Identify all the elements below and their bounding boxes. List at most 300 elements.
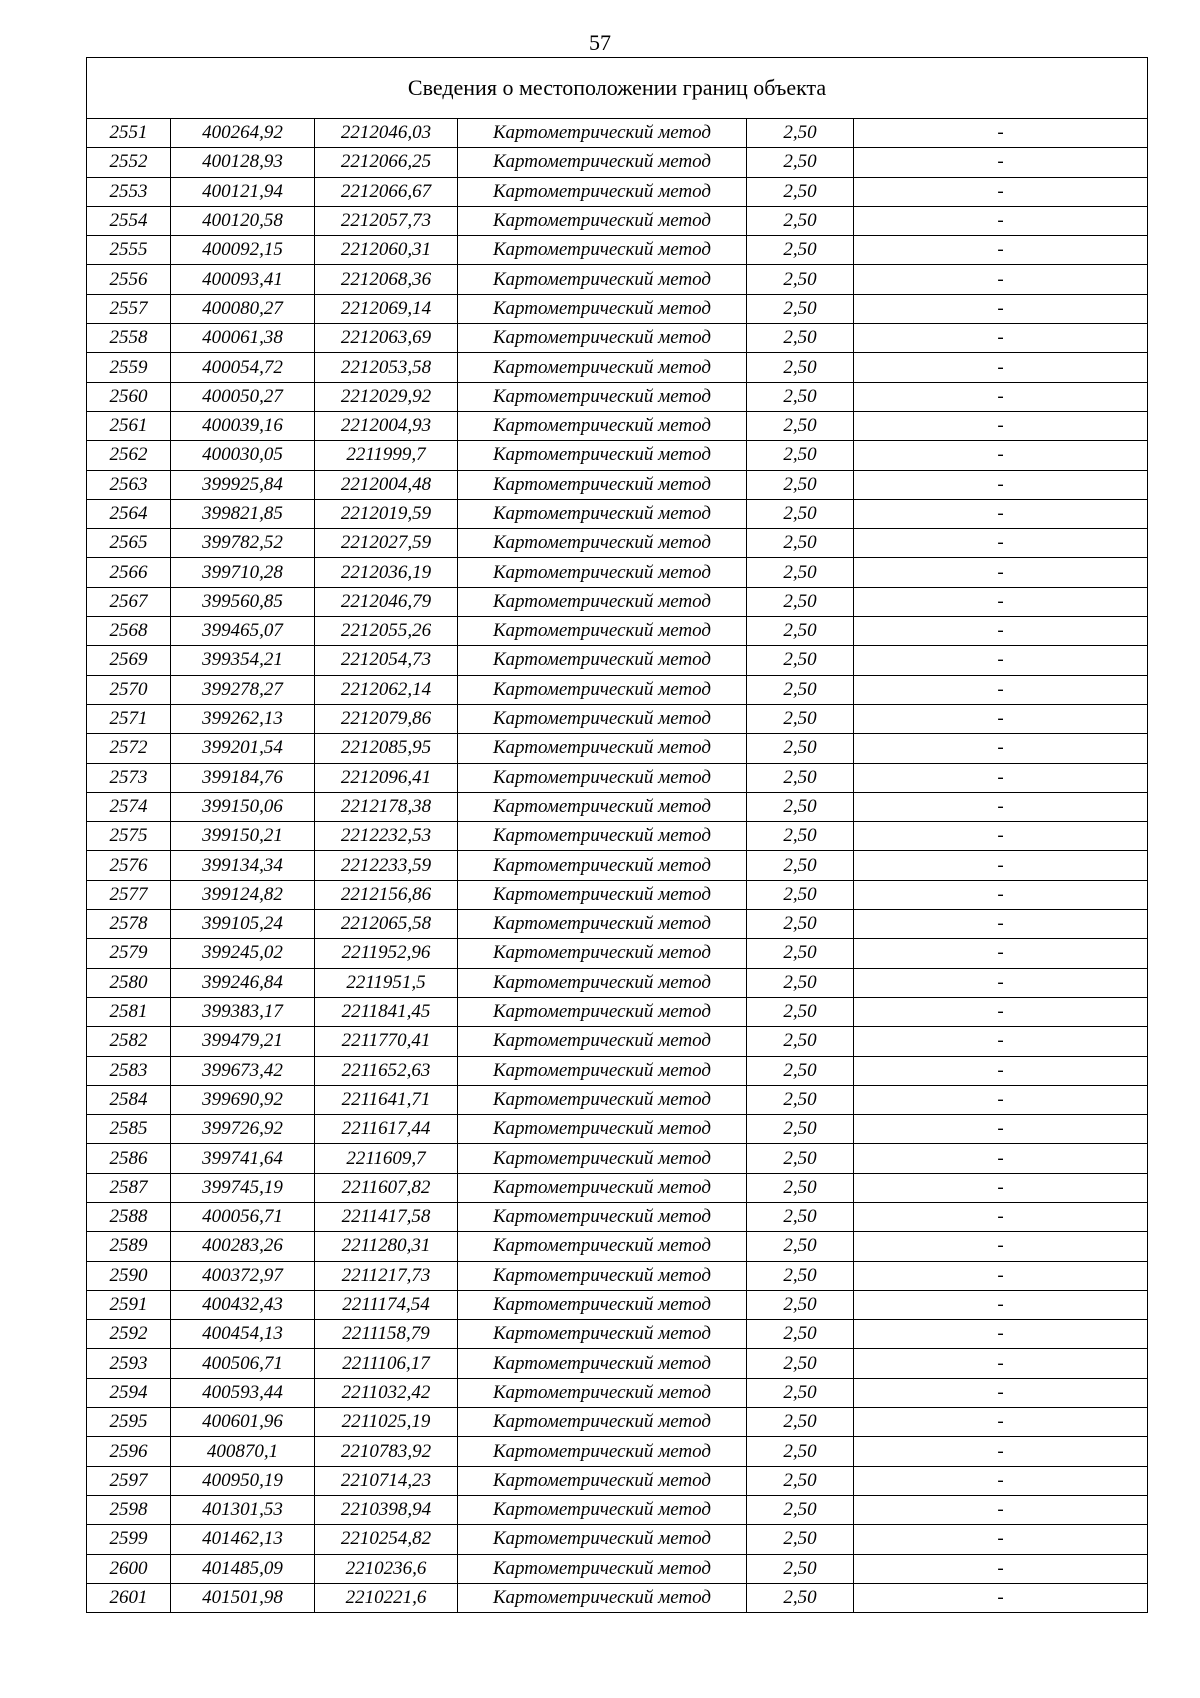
note-cell: - [854,734,1148,763]
point-number-cell: 2559 [87,353,171,382]
table-row [87,910,1148,939]
x-coordinate-cell: 399782,52 [171,529,315,558]
method-cell: Картометрический метод [458,1320,747,1349]
accuracy-cell: 2,50 [747,1437,854,1466]
point-number-cell: 2599 [87,1525,171,1554]
point-number-cell: 2572 [87,734,171,763]
y-coordinate-cell: 2212055,26 [315,617,458,646]
x-coordinate-cell: 400030,05 [171,441,315,470]
y-coordinate-cell: 2212004,93 [315,411,458,440]
table-row [87,294,1148,323]
note-cell: - [854,910,1148,939]
table-row [87,265,1148,294]
point-number-cell: 2594 [87,1378,171,1407]
method-cell: Картометрический метод [458,646,747,675]
table-row [87,1261,1148,1290]
x-coordinate-cell: 399134,34 [171,851,315,880]
table-row [87,763,1148,792]
method-cell: Картометрический метод [458,499,747,528]
y-coordinate-cell: 2212027,59 [315,529,458,558]
y-coordinate-cell: 2212062,14 [315,675,458,704]
accuracy-cell: 2,50 [747,1320,854,1349]
x-coordinate-cell: 399479,21 [171,1027,315,1056]
boundary-coordinates-table [86,57,1148,1613]
x-coordinate-cell: 400372,97 [171,1261,315,1290]
x-coordinate-cell: 400870,1 [171,1437,315,1466]
note-cell: - [854,851,1148,880]
method-cell: Картометрический метод [458,1378,747,1407]
point-number-cell: 2581 [87,997,171,1026]
method-cell: Картометрический метод [458,968,747,997]
accuracy-cell: 2,50 [747,939,854,968]
method-cell: Картометрический метод [458,1085,747,1114]
note-cell: - [854,704,1148,733]
table-row [87,411,1148,440]
note-cell: - [854,382,1148,411]
table-row [87,119,1148,148]
method-cell: Картометрический метод [458,997,747,1026]
x-coordinate-cell: 400601,96 [171,1408,315,1437]
table-row [87,704,1148,733]
note-cell: - [854,1437,1148,1466]
table-row [87,148,1148,177]
x-coordinate-cell: 399925,84 [171,470,315,499]
table-title: Сведения о местоположении границ объекта [87,58,1148,119]
note-cell: - [854,792,1148,821]
note-cell: - [854,1320,1148,1349]
x-coordinate-cell: 399821,85 [171,499,315,528]
table-row [87,441,1148,470]
point-number-cell: 2586 [87,1144,171,1173]
x-coordinate-cell: 399124,82 [171,880,315,909]
x-coordinate-cell: 400506,71 [171,1349,315,1378]
method-cell: Картометрический метод [458,119,747,148]
point-number-cell: 2565 [87,529,171,558]
point-number-cell: 2577 [87,880,171,909]
point-number-cell: 2591 [87,1290,171,1319]
x-coordinate-cell: 399278,27 [171,675,315,704]
y-coordinate-cell: 2211770,41 [315,1027,458,1056]
accuracy-cell: 2,50 [747,441,854,470]
accuracy-cell: 2,50 [747,704,854,733]
point-number-cell: 2553 [87,177,171,206]
point-number-cell: 2552 [87,148,171,177]
x-coordinate-cell: 399105,24 [171,910,315,939]
point-number-cell: 2563 [87,470,171,499]
y-coordinate-cell: 2212046,03 [315,119,458,148]
method-cell: Картометрический метод [458,1466,747,1495]
y-coordinate-cell: 2211652,63 [315,1056,458,1085]
x-coordinate-cell: 400128,93 [171,148,315,177]
note-cell: - [854,997,1148,1026]
table-row [87,1525,1148,1554]
method-cell: Картометрический метод [458,1437,747,1466]
y-coordinate-cell: 2212029,92 [315,382,458,411]
y-coordinate-cell: 2212232,53 [315,822,458,851]
table-body [87,119,1148,1613]
x-coordinate-cell: 400264,92 [171,119,315,148]
y-coordinate-cell: 2212096,41 [315,763,458,792]
table-row [87,880,1148,909]
point-number-cell: 2588 [87,1202,171,1231]
method-cell: Картометрический метод [458,1290,747,1319]
method-cell: Картометрический метод [458,324,747,353]
accuracy-cell: 2,50 [747,148,854,177]
accuracy-cell: 2,50 [747,851,854,880]
accuracy-cell: 2,50 [747,1027,854,1056]
y-coordinate-cell: 2211158,79 [315,1320,458,1349]
x-coordinate-cell: 400121,94 [171,177,315,206]
y-coordinate-cell: 2212057,73 [315,206,458,235]
method-cell: Картометрический метод [458,587,747,616]
table-row [87,1495,1148,1524]
table-row [87,675,1148,704]
note-cell: - [854,1466,1148,1495]
note-cell: - [854,822,1148,851]
note-cell: - [854,1525,1148,1554]
y-coordinate-cell: 2212069,14 [315,294,458,323]
note-cell: - [854,675,1148,704]
point-number-cell: 2598 [87,1495,171,1524]
method-cell: Картометрический метод [458,939,747,968]
y-coordinate-cell: 2212063,69 [315,324,458,353]
x-coordinate-cell: 400283,26 [171,1232,315,1261]
accuracy-cell: 2,50 [747,1466,854,1495]
accuracy-cell: 2,50 [747,1173,854,1202]
y-coordinate-cell: 2212085,95 [315,734,458,763]
point-number-cell: 2590 [87,1261,171,1290]
x-coordinate-cell: 400056,71 [171,1202,315,1231]
method-cell: Картометрический метод [458,617,747,646]
point-number-cell: 2600 [87,1554,171,1583]
x-coordinate-cell: 400050,27 [171,382,315,411]
note-cell: - [854,1290,1148,1319]
point-number-cell: 2592 [87,1320,171,1349]
method-cell: Картометрический метод [458,1115,747,1144]
y-coordinate-cell: 2212066,25 [315,148,458,177]
y-coordinate-cell: 2212178,38 [315,792,458,821]
point-number-cell: 2582 [87,1027,171,1056]
accuracy-cell: 2,50 [747,1378,854,1407]
method-cell: Картометрический метод [458,1202,747,1231]
note-cell: - [854,646,1148,675]
table-row [87,1583,1148,1612]
method-cell: Картометрический метод [458,411,747,440]
table-row [87,236,1148,265]
note-cell: - [854,1349,1148,1378]
point-number-cell: 2558 [87,324,171,353]
note-cell: - [854,1115,1148,1144]
method-cell: Картометрический метод [458,880,747,909]
table-row [87,499,1148,528]
y-coordinate-cell: 2212065,58 [315,910,458,939]
note-cell: - [854,441,1148,470]
method-cell: Картометрический метод [458,1144,747,1173]
method-cell: Картометрический метод [458,910,747,939]
accuracy-cell: 2,50 [747,558,854,587]
x-coordinate-cell: 400593,44 [171,1378,315,1407]
method-cell: Картометрический метод [458,1495,747,1524]
y-coordinate-cell: 2211280,31 [315,1232,458,1261]
point-number-cell: 2576 [87,851,171,880]
note-cell: - [854,1173,1148,1202]
method-cell: Картометрический метод [458,529,747,558]
note-cell: - [854,1583,1148,1612]
accuracy-cell: 2,50 [747,1261,854,1290]
accuracy-cell: 2,50 [747,1202,854,1231]
method-cell: Картометрический метод [458,851,747,880]
method-cell: Картометрический метод [458,470,747,499]
x-coordinate-cell: 401501,98 [171,1583,315,1612]
accuracy-cell: 2,50 [747,1085,854,1114]
point-number-cell: 2561 [87,411,171,440]
accuracy-cell: 2,50 [747,763,854,792]
method-cell: Картометрический метод [458,1173,747,1202]
table-row [87,734,1148,763]
y-coordinate-cell: 2212004,48 [315,470,458,499]
table-row [87,1378,1148,1407]
table-row [87,1554,1148,1583]
point-number-cell: 2551 [87,119,171,148]
note-cell: - [854,1378,1148,1407]
method-cell: Картометрический метод [458,675,747,704]
x-coordinate-cell: 399150,21 [171,822,315,851]
note-cell: - [854,411,1148,440]
accuracy-cell: 2,50 [747,265,854,294]
accuracy-cell: 2,50 [747,617,854,646]
y-coordinate-cell: 2210398,94 [315,1495,458,1524]
x-coordinate-cell: 399150,06 [171,792,315,821]
accuracy-cell: 2,50 [747,1232,854,1261]
y-coordinate-cell: 2211032,42 [315,1378,458,1407]
method-cell: Картометрический метод [458,441,747,470]
table-row [87,1173,1148,1202]
accuracy-cell: 2,50 [747,1290,854,1319]
y-coordinate-cell: 2211999,7 [315,441,458,470]
note-cell: - [854,1554,1148,1583]
note-cell: - [854,1056,1148,1085]
method-cell: Картометрический метод [458,1408,747,1437]
accuracy-cell: 2,50 [747,734,854,763]
y-coordinate-cell: 2211174,54 [315,1290,458,1319]
y-coordinate-cell: 2212233,59 [315,851,458,880]
x-coordinate-cell: 399383,17 [171,997,315,1026]
accuracy-cell: 2,50 [747,1583,854,1612]
point-number-cell: 2562 [87,441,171,470]
method-cell: Картометрический метод [458,294,747,323]
note-cell: - [854,294,1148,323]
point-number-cell: 2595 [87,1408,171,1437]
note-cell: - [854,119,1148,148]
point-number-cell: 2593 [87,1349,171,1378]
method-cell: Картометрический метод [458,763,747,792]
point-number-cell: 2564 [87,499,171,528]
point-number-cell: 2555 [87,236,171,265]
point-number-cell: 2573 [87,763,171,792]
table-row [87,1320,1148,1349]
accuracy-cell: 2,50 [747,822,854,851]
point-number-cell: 2580 [87,968,171,997]
note-cell: - [854,1027,1148,1056]
accuracy-cell: 2,50 [747,1115,854,1144]
table-row [87,1115,1148,1144]
table-row [87,1290,1148,1319]
note-cell: - [854,1408,1148,1437]
x-coordinate-cell: 400454,13 [171,1320,315,1349]
note-cell: - [854,1495,1148,1524]
x-coordinate-cell: 401301,53 [171,1495,315,1524]
accuracy-cell: 2,50 [747,206,854,235]
y-coordinate-cell: 2212036,19 [315,558,458,587]
method-cell: Картометрический метод [458,1056,747,1085]
y-coordinate-cell: 2212066,67 [315,177,458,206]
x-coordinate-cell: 399354,21 [171,646,315,675]
table-row [87,353,1148,382]
accuracy-cell: 2,50 [747,646,854,675]
x-coordinate-cell: 400054,72 [171,353,315,382]
y-coordinate-cell: 2211951,5 [315,968,458,997]
x-coordinate-cell: 399690,92 [171,1085,315,1114]
table-row [87,1056,1148,1085]
table-row [87,997,1148,1026]
method-cell: Картометрический метод [458,177,747,206]
y-coordinate-cell: 2211952,96 [315,939,458,968]
y-coordinate-cell: 2212053,58 [315,353,458,382]
note-cell: - [854,265,1148,294]
note-cell: - [854,353,1148,382]
y-coordinate-cell: 2210254,82 [315,1525,458,1554]
table-row [87,206,1148,235]
point-number-cell: 2571 [87,704,171,733]
y-coordinate-cell: 2211217,73 [315,1261,458,1290]
table-row [87,1349,1148,1378]
y-coordinate-cell: 2210783,92 [315,1437,458,1466]
accuracy-cell: 2,50 [747,1144,854,1173]
table-row [87,1437,1148,1466]
point-number-cell: 2596 [87,1437,171,1466]
x-coordinate-cell: 400950,19 [171,1466,315,1495]
y-coordinate-cell: 2212079,86 [315,704,458,733]
table-row [87,792,1148,821]
point-number-cell: 2570 [87,675,171,704]
note-cell: - [854,880,1148,909]
y-coordinate-cell: 2212156,86 [315,880,458,909]
note-cell: - [854,1261,1148,1290]
y-coordinate-cell: 2211417,58 [315,1202,458,1231]
note-cell: - [854,470,1148,499]
x-coordinate-cell: 400093,41 [171,265,315,294]
table-row [87,1085,1148,1114]
method-cell: Картометрический метод [458,236,747,265]
table-row [87,1202,1148,1231]
accuracy-cell: 2,50 [747,529,854,558]
note-cell: - [854,1085,1148,1114]
table-row [87,646,1148,675]
table-row [87,177,1148,206]
method-cell: Картометрический метод [458,148,747,177]
accuracy-cell: 2,50 [747,880,854,909]
accuracy-cell: 2,50 [747,1495,854,1524]
page-number: 57 [589,30,611,55]
x-coordinate-cell: 400061,38 [171,324,315,353]
x-coordinate-cell: 401485,09 [171,1554,315,1583]
table-row [87,1027,1148,1056]
table-row [87,1144,1148,1173]
y-coordinate-cell: 2210221,6 [315,1583,458,1612]
table-row [87,1232,1148,1261]
accuracy-cell: 2,50 [747,997,854,1026]
y-coordinate-cell: 2212060,31 [315,236,458,265]
table-row [87,470,1148,499]
x-coordinate-cell: 399560,85 [171,587,315,616]
method-cell: Картометрический метод [458,1554,747,1583]
x-coordinate-cell: 401462,13 [171,1525,315,1554]
table-row [87,558,1148,587]
method-cell: Картометрический метод [458,704,747,733]
note-cell: - [854,617,1148,646]
accuracy-cell: 2,50 [747,1525,854,1554]
accuracy-cell: 2,50 [747,470,854,499]
table-row [87,851,1148,880]
x-coordinate-cell: 399245,02 [171,939,315,968]
point-number-cell: 2560 [87,382,171,411]
note-cell: - [854,206,1148,235]
table-row [87,1466,1148,1495]
point-number-cell: 2567 [87,587,171,616]
y-coordinate-cell: 2211609,7 [315,1144,458,1173]
x-coordinate-cell: 399184,76 [171,763,315,792]
x-coordinate-cell: 400080,27 [171,294,315,323]
x-coordinate-cell: 399726,92 [171,1115,315,1144]
accuracy-cell: 2,50 [747,1408,854,1437]
y-coordinate-cell: 2212019,59 [315,499,458,528]
method-cell: Картометрический метод [458,382,747,411]
point-number-cell: 2601 [87,1583,171,1612]
y-coordinate-cell: 2210236,6 [315,1554,458,1583]
table-row [87,324,1148,353]
x-coordinate-cell: 399246,84 [171,968,315,997]
point-number-cell: 2589 [87,1232,171,1261]
note-cell: - [854,939,1148,968]
x-coordinate-cell: 400432,43 [171,1290,315,1319]
table-row [87,968,1148,997]
note-cell: - [854,148,1148,177]
accuracy-cell: 2,50 [747,1554,854,1583]
note-cell: - [854,499,1148,528]
y-coordinate-cell: 2212046,79 [315,587,458,616]
y-coordinate-cell: 2210714,23 [315,1466,458,1495]
method-cell: Картометрический метод [458,792,747,821]
y-coordinate-cell: 2212068,36 [315,265,458,294]
method-cell: Картометрический метод [458,1261,747,1290]
note-cell: - [854,763,1148,792]
accuracy-cell: 2,50 [747,792,854,821]
method-cell: Картометрический метод [458,1232,747,1261]
x-coordinate-cell: 400039,16 [171,411,315,440]
table-row [87,1408,1148,1437]
accuracy-cell: 2,50 [747,382,854,411]
y-coordinate-cell: 2211617,44 [315,1115,458,1144]
point-number-cell: 2597 [87,1466,171,1495]
x-coordinate-cell: 399745,19 [171,1173,315,1202]
accuracy-cell: 2,50 [747,119,854,148]
point-number-cell: 2556 [87,265,171,294]
accuracy-cell: 2,50 [747,177,854,206]
method-cell: Картометрический метод [458,1525,747,1554]
x-coordinate-cell: 399710,28 [171,558,315,587]
table-row [87,617,1148,646]
y-coordinate-cell: 2211025,19 [315,1408,458,1437]
